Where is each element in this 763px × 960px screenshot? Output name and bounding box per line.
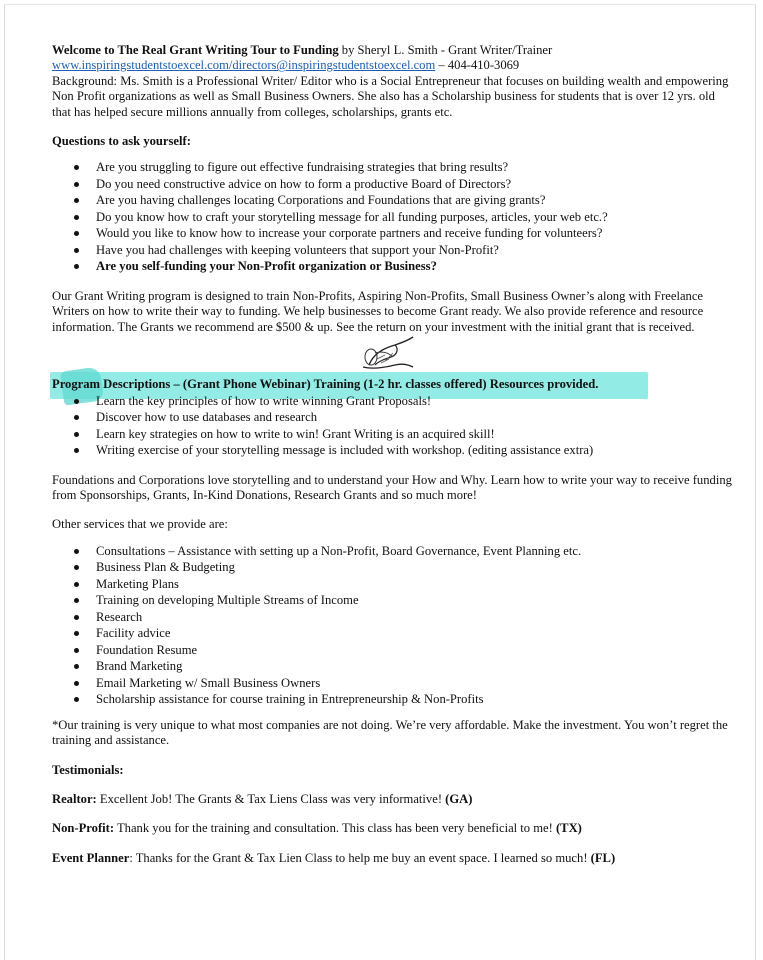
question-item: Are you having challenges locating Corporations and Foundations that are giving grants? (52, 192, 732, 209)
document-page (4, 4, 756, 960)
note-paragraph: *Our training is very unique to what most companies are not doing. We’re very affordable. Make the investment. You won’t regret the training and assistance. (52, 717, 728, 748)
questions-list (52, 159, 732, 275)
program-item: Discover how to use databases and research (52, 409, 732, 426)
program-heading: Program Descriptions – (Grant Phone Webinar) Training (1-2 hr. classes offered) Resources provided. (52, 377, 599, 392)
service-item: Business Plan & Budgeting (52, 559, 732, 576)
service-item: Email Marketing w/ Small Business Owners (52, 675, 732, 692)
question-item: Are you struggling to figure out effective fundraising strategies that bring results? (52, 159, 732, 176)
service-item: Marketing Plans (52, 576, 732, 593)
intro-title: Welcome to The Real Grant Writing Tour to Funding (52, 43, 339, 57)
question-item: Would you like to know how to increase your corporate partners and receive funding for volunteers? (52, 225, 732, 242)
program-item: Learn key strategies on how to write to win! Grant Writing is an acquired skill! (52, 426, 732, 443)
program-item: Writing exercise of your storytelling message is included with workshop. (editing assistance extra) (52, 442, 732, 459)
phone-number: – 404-410-3069 (435, 58, 520, 73)
questions-heading: Questions to ask yourself: (52, 134, 191, 149)
document-content (52, 43, 732, 866)
contact-line (52, 58, 732, 73)
service-item: Consultations – Assistance with setting up a Non-Profit, Board Governance, Event Planning etc. (52, 543, 732, 560)
service-item: Training on developing Multiple Streams of Income (52, 592, 732, 609)
intro-author: by Sheryl L. Smith - Grant Writer/Trainer (338, 43, 553, 57)
question-item: Do you need constructive advice on how to form a productive Board of Directors? (52, 176, 732, 193)
background-paragraph: Background: Ms. Smith is a Professional Writer/ Editor who is a Social Entrepreneur that focuses on building wealth and empowering Non Profit organizations as well as Small Business Owners. She also has a Scholarship business for students that is over 12 yrs. old that has helped secure millions annually from colleges, scholarships, grants etc. (52, 73, 729, 119)
testimonial-event-planner: Event Planner: Thanks for the Grant & Tax Lien Class to help me buy an event space. I learned so much! (FL) (52, 850, 616, 865)
services-list (52, 543, 732, 708)
service-item: Foundation Resume (52, 642, 732, 659)
program-intro-paragraph: Our Grant Writing program is designed to train Non-Profits, Aspiring Non-Profits, Small Business Owner’s along with Freelance Writers on how to write their way to funding. We help businesses to become Grant ready. We also provide reference and resource information. The Grants we recommend are $500 & up. See the return on your investment with the initial grant that is received. (52, 288, 704, 334)
service-item: Facility advice (52, 625, 732, 642)
testimonial-realtor: Realtor: Excellent Job! The Grants & Tax Liens Class was very informative! (GA) (52, 792, 473, 806)
quill-pen-icon (355, 335, 419, 373)
question-item: Have you had challenges with keeping volunteers that support your Non-Profit? (52, 242, 732, 259)
question-item: Do you know how to craft your storytelling message for all funding purposes, articles, your web etc.? (52, 209, 732, 226)
service-item: Brand Marketing (52, 658, 732, 675)
question-item-bold: Are you self-funding your Non-Profit organization or Business? (52, 258, 732, 275)
services-heading: Other services that we provide are: (52, 517, 228, 532)
intro-title-line (52, 43, 732, 58)
website-email-link[interactable]: www.inspiringstudentstoexcel.com/directors@inspiringstudentstoexcel.com (52, 58, 436, 73)
foundations-paragraph: Foundations and Corporations love storytelling and to understand your How and Why. Learn how to write your way to receive funding from Sponsorships, Grants, In-Kind Donations, Research Grants and so much more! (52, 472, 732, 502)
program-heading-highlight (52, 377, 732, 392)
testimonials-heading: Testimonials: (52, 762, 124, 777)
service-item: Scholarship assistance for course training in Entrepreneurship & Non-Profits (52, 691, 732, 708)
program-item: Learn the key principles of how to write winning Grant Proposals! (52, 393, 732, 410)
program-list (52, 393, 732, 459)
testimonial-non-profit: Non-Profit: Thank you for the training and consultation. This class has been very beneficial to me! (TX) (52, 821, 582, 836)
service-item: Research (52, 609, 732, 626)
